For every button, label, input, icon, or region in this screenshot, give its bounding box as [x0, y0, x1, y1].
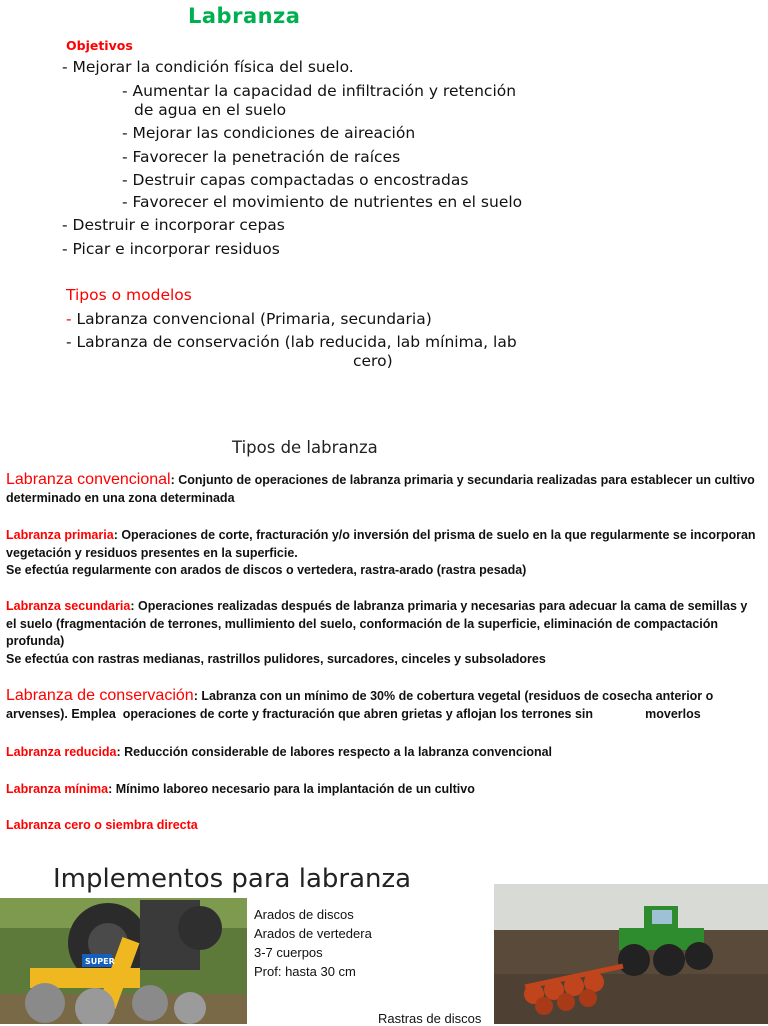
definition-text: Operaciones realizadas después de labranza primaria y necesarias para adecuar la cama de semillas y el suelo (fragmentación de terrones, mullimiento del suelo, conformación de la superficie, eliminación de compactación profunda): [6, 599, 748, 648]
definition-text: Mínimo laboreo necesario para la implantación de un cultivo: [115, 782, 475, 796]
definition-text: Reducción considerable de labores respecto a la labranza convencional: [124, 745, 553, 759]
objective-line: - Destruir capas compactadas o encostradas: [122, 171, 469, 189]
implement-list-item: Prof: hasta 30 cm: [254, 964, 356, 979]
definition-term: Labranza cero o siembra directa: [6, 818, 198, 832]
definition-term: Labranza mínima: [6, 782, 109, 796]
slide3-title: Implementos para labranza: [53, 864, 412, 894]
objective-line: - Mejorar las condiciones de aireación: [122, 124, 416, 142]
slide1-title: Labranza: [188, 4, 301, 28]
objective-line: de agua en el suelo: [134, 101, 287, 119]
objective-line: - Picar e incorporar residuos: [62, 240, 280, 258]
implement-list-item: 3-7 cuerpos: [254, 945, 323, 960]
tipo-text: Labranza convencional (Primaria, secundaria): [71, 310, 432, 328]
disc-harrow-illustration: [494, 884, 768, 1024]
definition-extra: Se efectúa regularmente con arados de discos o vertedera, rastra-arado (rastra pesada): [6, 563, 527, 577]
disc-harrow-caption: Rastras de discos: [378, 1011, 482, 1026]
definition-reducida: Labranza reducida: Reducción considerable de labores respecto a la labranza convencional: [6, 745, 553, 759]
definition-text: Conjunto de operaciones de labranza primaria y secundaria realizadas para establecer un cultivo determinado en una zona determinada: [6, 473, 755, 505]
definition-secundaria: Labranza secundaria: Operaciones realizadas después de labranza primaria y necesarias para adecuar la cama de semillas y el suelo (fragmentación de terrones, mullimiento del suelo, conformación de la superficie, eliminación de compactación profunda) Se efectúa con rastras medianas, rastrillos pulidores, surcadores, cinceles y subsoladores: [6, 599, 748, 666]
objective-line: - Destruir e incorporar cepas: [62, 216, 285, 234]
tipo-dash: -: [66, 310, 72, 328]
implement-decal: SUPER: [85, 957, 115, 966]
objective-line: - Favorecer el movimiento de nutrientes en el suelo: [122, 193, 523, 211]
definition-term: Labranza reducida: [6, 745, 117, 759]
definition-text: Labranza con un mínimo de 30% de cobertura vegetal (residuos de cosecha anterior o arvenses). Emplea operaciones de corte y fracturación que abren grietas y aflojan los terrones sin moverlos: [6, 689, 717, 721]
definition-cero: [6, 817, 758, 835]
slide2-title: Tipos de labranza: [232, 438, 378, 457]
disc-plow-illustration: [0, 898, 247, 1024]
definition-primaria: Labranza primaria: Operaciones de corte, fracturación y/o inversión del prisma de suelo en la que regularmente se incorporan vegetación y residuos presentes en la superficie. Se efectúa regularmente con arados de discos o vertedera, rastra-arado (rastra pesada): [6, 528, 756, 577]
tipo-line: - Labranza de conservación (lab reducida, lab mínima, lab: [66, 333, 517, 351]
definition-term: Labranza convencional: [6, 471, 171, 488]
definition-term: Labranza primaria: [6, 528, 114, 542]
definition-term: Labranza de conservación: [6, 687, 194, 704]
implement-list-item: Arados de discos: [254, 907, 354, 922]
definition-text: Operaciones de corte, fracturación y/o inversión del prisma de suelo en la que regularmente se incorporan vegetación y residuos presentes en la superficie.: [6, 528, 756, 560]
definition-conservacion: Labranza de conservación: Labranza con un mínimo de 30% de cobertura vegetal (residuos de cosecha anterior o arvenses). Emplea operaciones de corte y fracturación que abren grietas y aflojan los terrones sin moverlos: [6, 687, 717, 721]
definition-minima: Labranza mínima: Mínimo laboreo necesario para la implantación de un cultivo: [6, 782, 475, 796]
implement-list: [254, 905, 372, 981]
tipo-line: cero): [353, 352, 393, 370]
disc-harrow-photo: [494, 884, 768, 1024]
definition-convencional: Labranza convencional: Conjunto de operaciones de labranza primaria y secundaria realizadas para establecer un cultivo determinado en una zona determinada: [6, 471, 755, 505]
tipos-heading: Tipos o modelos: [66, 286, 192, 304]
objective-line: - Favorecer la penetración de raíces: [122, 148, 401, 166]
implement-list-item: Arados de vertedera: [254, 926, 372, 941]
objetivos-heading: Objetivos: [66, 38, 133, 53]
objective-line: - Mejorar la condición física del suelo.: [62, 58, 354, 76]
tipo-line: [66, 310, 432, 329]
objective-line: - Aumentar la capacidad de infiltración y retención: [122, 82, 517, 100]
definition-term: Labranza secundaria: [6, 599, 131, 613]
disc-plow-photo: [0, 898, 247, 1024]
definition-extra: Se efectúa con rastras medianas, rastrillos pulidores, surcadores, cinceles y subsoladores: [6, 651, 546, 666]
